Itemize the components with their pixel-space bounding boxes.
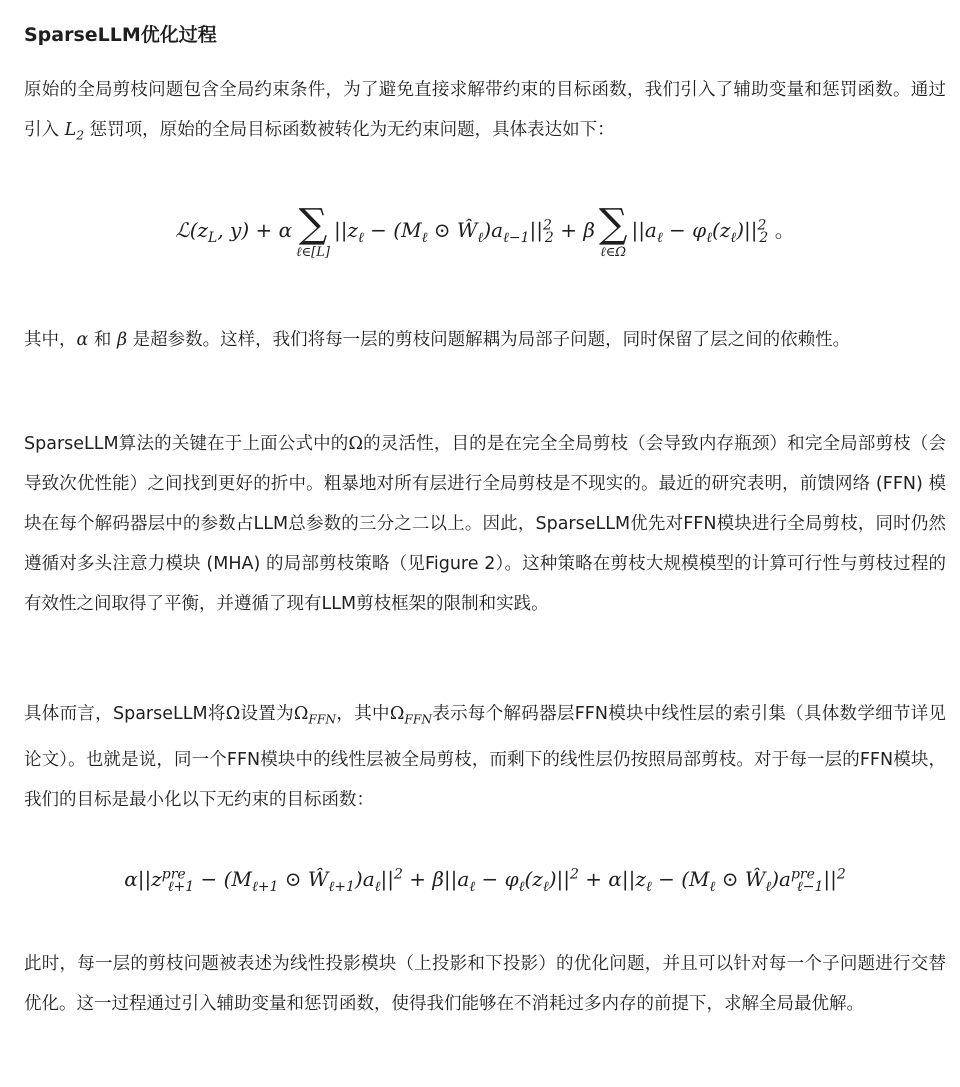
objective-formula-global: $ℒ(z_L$, y) + α ∑ ℓ∈[L] $||z_\ell - (M_\ell$ ⊙ $Ŵ_\ell)a_{\ell-1}||^2_2 + \beta$ ∑ ℓ∈Ω $||a_\ell - \varphi_\ell(z_\ell)||^2_2$ 。 xyxy=(175,201,795,260)
section-title: SparseLLM优化过程 xyxy=(24,24,217,46)
summation-omega: ∑ ℓ∈Ω xyxy=(598,201,628,260)
intro-text-b: 惩罚项，原始的全局目标函数被转化为无约束问题，具体表达如下： xyxy=(89,120,615,140)
omega-ffn-symbol: $\Omega_{FFN}$ xyxy=(389,704,433,727)
summation-layers: ∑ ℓ∈[L] xyxy=(296,201,330,260)
paragraph-flexibility: SparseLLM算法的关键在于上面公式中的Ω的灵活性，目的是在完全全局剪枝（会导致内存瓶颈）和完全局部剪枝（会导致次优性能）之间找到更好的折中。粗暴地对所有层进行全局剪枝是不现实的。最近的研究表明，前馈网络 (FFN) 模块在每个解码器层中的参数占LLM总参数的三分之二以上。因此，SparseLLM优先对FFN模块进行全局剪枝，同时仍然遵循对多头注意力模块 (MHA) 的局部剪枝策略（见Figure 2）。这种策略在剪枝大规模模型的计算可行性与剪枝过程的有效性之间取得了平衡，并遵循了现有LLM剪枝框架的限制和实践。 xyxy=(24,434,947,614)
paragraph-intro xyxy=(24,70,946,156)
intro-text-a: 原始的全局剪枝问题包含全局约束条件，为了避免直接求解带约束的目标函数，我们引入了辅助变量和惩罚函数。通过引入 xyxy=(24,80,946,140)
alpha-symbol: α xyxy=(76,330,89,350)
paragraph-ffn: 具体而言，SparseLLM将Ω设置为$\Omega_{FFN}$，其中$\Omega_{FFN}$表示每个解码器层FFN模块中线性层的索引集（具体数学细节详见论文）。也就是说，同一个FFN模块中的线性层被全局剪枝，而剩下的线性层仍按照局部剪枝。对于每一层的FFN模块，我们的目标是最小化以下无约束的目标函数： xyxy=(24,704,947,810)
beta-symbol: β xyxy=(116,330,128,350)
paragraph-hyperparams: 其中，α 和 β 是超参数。这样，我们将每一层的剪枝问题解耦为局部子问题，同时保留了层之间的依赖性。 xyxy=(24,330,851,350)
omega-symbol: Ω xyxy=(225,704,241,724)
objective-formula-ffn: $\alpha||z^{pre}_{\ell+1} - (M_{\ell+1}$ ⊙ $Ŵ_{\ell+1})a_\ell||^2 + \beta||a_\ell - \varphi_\ell(z_\ell)||^2 + \alpha||z_\ell - (M_\ell$ ⊙ $Ŵ_\ell)a^{pre}_{\ell-1}||^2$ xyxy=(124,866,846,895)
omega-symbol: Ω xyxy=(348,434,363,454)
l2-symbol: $L_2$ xyxy=(64,120,84,143)
paragraph-conclusion: 此时，每一层的剪枝问题被表述为线性投影模块（上投影和下投影）的优化问题，并且可以针对每一个子问题进行交替优化。这一过程通过引入辅助变量和惩罚函数，使得我们能够在不消耗过多内存的前提下，求解全局最优解。 xyxy=(24,954,946,1014)
omega-ffn-symbol: $\Omega_{FFN}$ xyxy=(293,704,337,727)
